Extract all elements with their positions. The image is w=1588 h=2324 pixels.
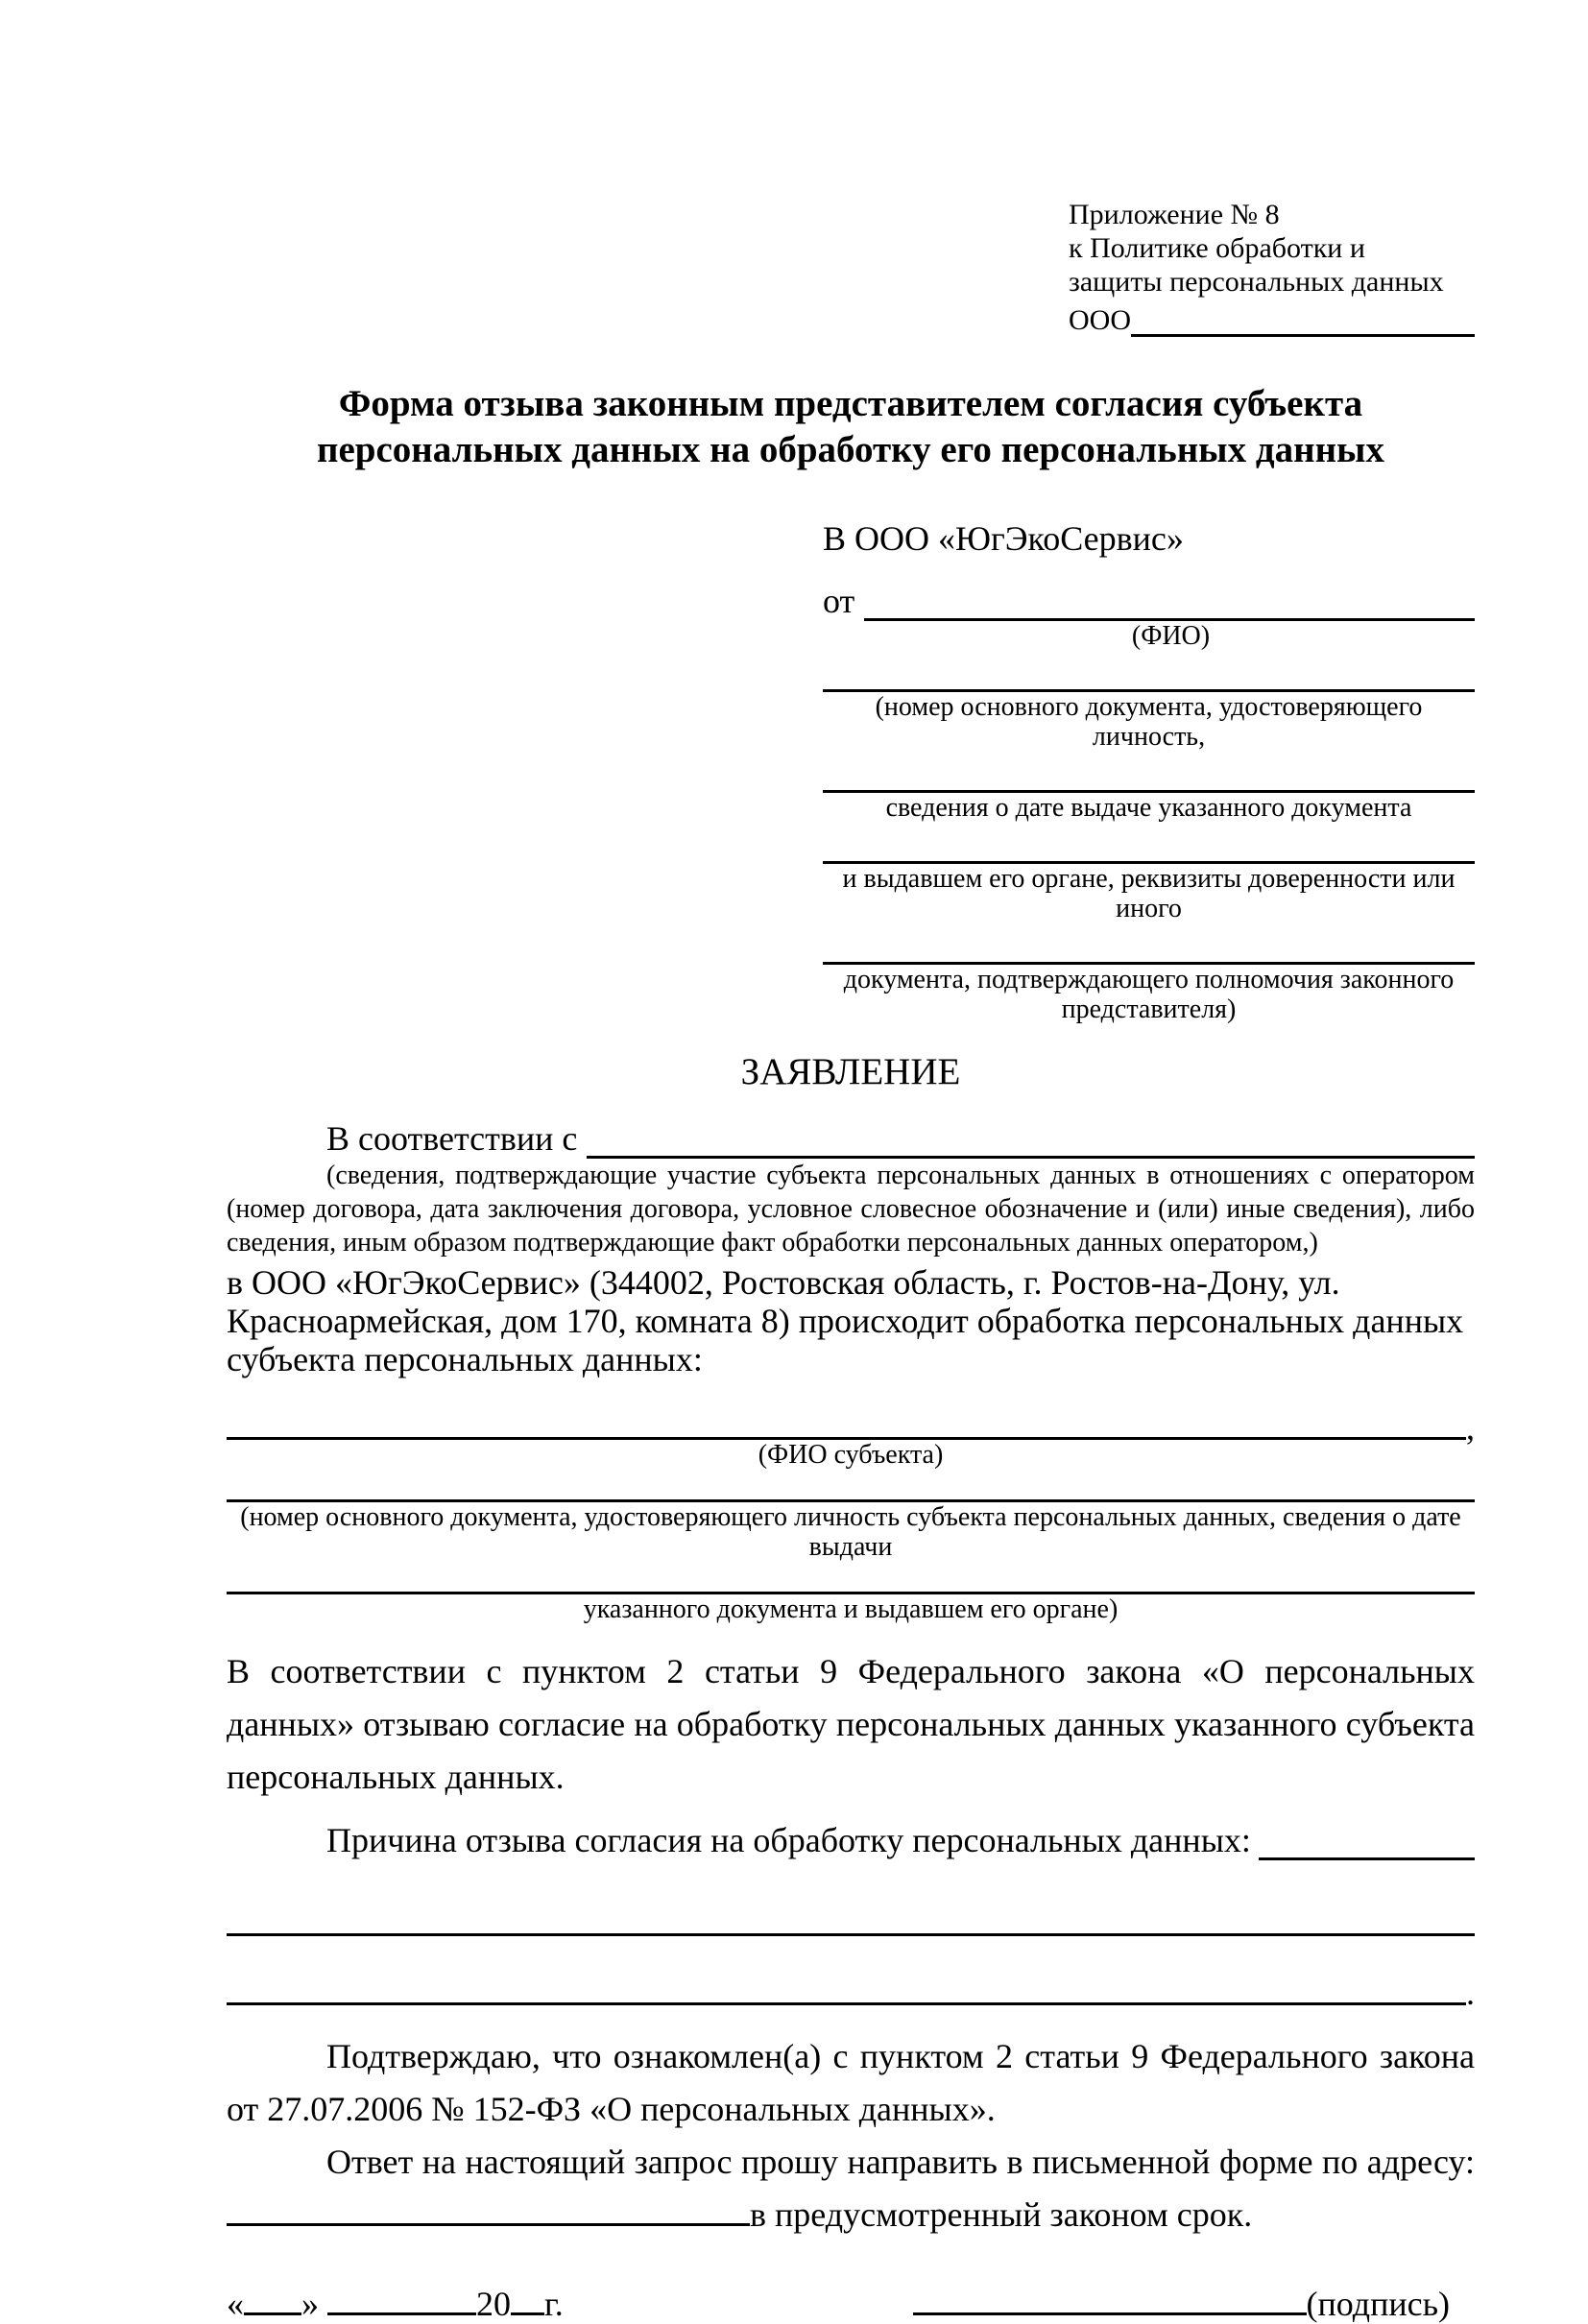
date-day-blank <box>244 2312 301 2315</box>
appendix-line-3: защиты персональных данных <box>1069 266 1444 298</box>
reason-extra-blank-line-1 <box>227 1908 1475 1936</box>
signature-group <box>913 2284 1450 2324</box>
doc-detail-blank-line-4 <box>823 923 1475 965</box>
signature-caption: (подпись) <box>1306 2285 1450 2323</box>
date-open-quote: « <box>227 2285 244 2323</box>
doc-detail-caption-3: и выдавшем его органе, реквизиты доверенности или иного <box>842 864 1456 923</box>
intro-label: В соответствии с <box>326 1119 578 1158</box>
from-row <box>823 577 1475 621</box>
withdraw-paragraph: В соответствии с пунктом 2 статьи 9 Федерального закона «О персональных данных» отзываю согласие на обработку персональных данных указанного субъекта персональных данных. <box>227 1652 1475 1796</box>
doc-detail-caption-4: документа, подтверждающего полномочия законного представителя) <box>843 965 1455 1024</box>
reply-line: Ответ на настоящий запрос прошу направить в письменной форме по адресу: <box>326 2143 1475 2181</box>
date-close-quote: » <box>301 2285 319 2323</box>
signature-blank-line <box>913 2312 1307 2315</box>
subject-doc-caption-1: (номер основного документа, удостоверяющего личность субъекта персональных данных, сведения о дате выдачи <box>240 1502 1461 1562</box>
subject-fio-caption: (ФИО субъекта) <box>758 1440 944 1470</box>
addressee-block <box>823 517 1475 1024</box>
subject-doc-row-2 <box>227 1569 1475 1594</box>
reply-suffix: в предусмотренный законом срок. <box>750 2195 1253 2234</box>
reason-extra-row-2 <box>227 1974 1475 2012</box>
ooo-label: ООО <box>1069 304 1131 336</box>
ooo-blank-line <box>1131 298 1475 337</box>
date-year-suffix: г. <box>544 2285 564 2323</box>
statement-heading: ЗАЯВЛЕНИЕ <box>740 1051 961 1092</box>
subject-doc-blank-line-1 <box>227 1474 1475 1502</box>
doc-detail-blank-line-2 <box>823 752 1475 793</box>
subject-doc-caption-2: указанного документа и выдавшем его органе) <box>583 1594 1119 1624</box>
reason-label: Причина отзыва согласия на обработку персональных данных: <box>326 1821 1251 1859</box>
fio-blank-line <box>864 574 1475 621</box>
date-group <box>227 2284 564 2324</box>
doc-detail-blank-line-3 <box>823 823 1475 864</box>
doc-detail-caption-2: сведения о дате выдаче указанного документа <box>885 793 1412 823</box>
date-year-prefix: 20 <box>476 2285 511 2323</box>
operator-paragraph: в ООО «ЮгЭкоСервис» (344002, Ростовская область, г. Ростов-на-Дону, ул. Красноармейская, дом 170, комната 8) происходит обработка персональных данных субъекта персональных данных: <box>227 1263 1464 1378</box>
doc-detail-blank-line-1 <box>823 651 1475 692</box>
date-year-blank <box>511 2312 544 2315</box>
subject-doc-blank-line-2 <box>227 1567 1475 1594</box>
reply-address-blank-line <box>227 2223 750 2226</box>
appendix-ooo-row <box>1069 300 1475 337</box>
intro-row <box>227 1113 1475 1159</box>
intro-blank-line <box>587 1110 1475 1159</box>
confirm-paragraph: Подтверждаю, что ознакомлен(а) с пунктом 2 статьи 9 Федерального закона от 27.07.2006 № 152-ФЗ «О персональных данных». <box>227 2037 1475 2128</box>
subject-doc-row-1 <box>227 1477 1475 1502</box>
doc-detail-caption-1: (номер основного документа, удостоверяющего личность, <box>875 692 1423 752</box>
reason-blank-line <box>1259 1805 1475 1860</box>
reason-row <box>227 1808 1475 1860</box>
subject-fio-blank-line <box>227 1412 1466 1440</box>
reason-period: . <box>1466 1974 1475 2012</box>
appendix-line-2: к Политике обработки и <box>1069 232 1365 264</box>
intro-caption: (сведения, подтверждающие участие субъекта персональных данных в отношениях с оператором (номер договора, дата заключения договора, условное словесное обозначение и (или) иные сведения), либо сведения, иным образом подтверждающие факт обработки персональных данных оператором,) <box>227 1161 1475 1258</box>
addressee-to-line: В ООО «ЮгЭкоСервис» <box>823 519 1184 558</box>
subject-fio-row <box>227 1408 1475 1447</box>
fio-caption: (ФИО) <box>1131 621 1211 651</box>
subject-comma: , <box>1466 1408 1475 1447</box>
footer-row <box>227 2284 1475 2324</box>
appendix-block <box>1069 198 1475 337</box>
reply-paragraph <box>227 2136 1475 2241</box>
from-label: от <box>823 582 855 620</box>
appendix-line-1: Приложение № 8 <box>1069 199 1280 230</box>
document-title: Форма отзыва законным представителем согласия субъекта персональных данных на обработку его персональных данных <box>316 383 1385 470</box>
date-month-blank <box>327 2312 476 2315</box>
reason-extra-blank-line-2 <box>227 1977 1466 2005</box>
